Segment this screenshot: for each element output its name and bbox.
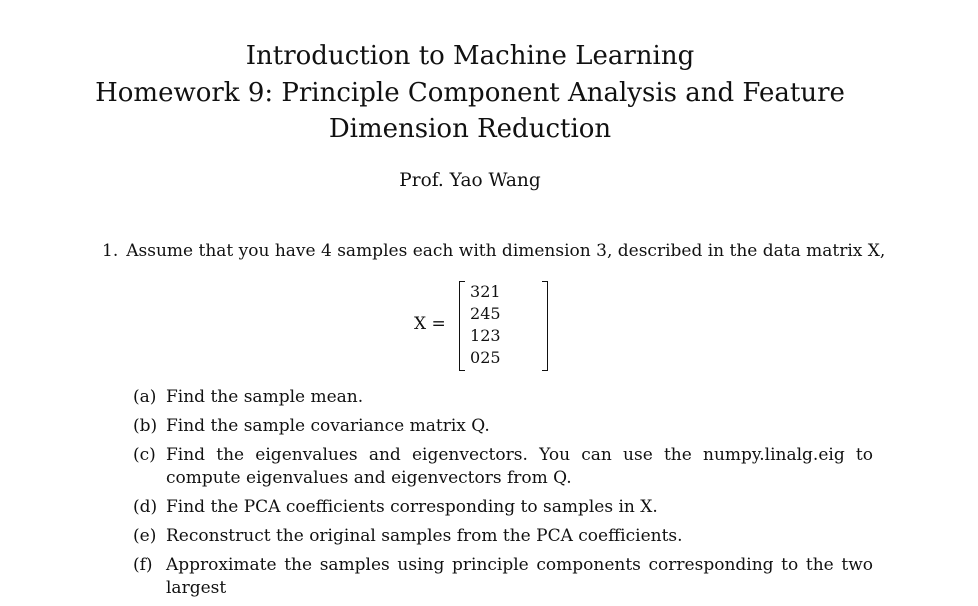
matrix-row <box>470 281 501 303</box>
matrix-cell: 0 <box>470 348 481 367</box>
matrix-cell: 4 <box>480 304 491 323</box>
part-label: (e) <box>133 526 157 546</box>
part-text: Reconstruct the original samples from the PCA coefficients. <box>166 526 683 546</box>
matrix-row <box>470 303 501 325</box>
problem-part <box>133 415 873 438</box>
matrix-label: X = <box>414 314 446 334</box>
problem-part <box>133 496 873 519</box>
matrix-cell: 3 <box>490 326 501 345</box>
title-line-2: Homework 9: Principle Component Analysis and Feature <box>95 77 845 108</box>
matrix-row <box>470 347 501 369</box>
title-line-3: Dimension Reduction <box>328 114 612 144</box>
problem-part <box>133 444 873 490</box>
problem-part <box>133 525 873 548</box>
matrix-cell: 1 <box>470 326 481 345</box>
problem-part <box>133 386 873 409</box>
part-label: (a) <box>133 387 157 407</box>
part-text: Find the sample mean. <box>166 387 364 407</box>
part-label: (b) <box>133 416 158 436</box>
matrix-cell: 2 <box>470 304 481 323</box>
title-block <box>0 38 940 148</box>
author: Prof. Yao Wang <box>399 170 541 191</box>
problem-statement <box>102 241 885 261</box>
part-text: Approximate the samples using principle components corresponding to the two largest <box>166 555 873 598</box>
matrix-left-bracket <box>459 281 465 371</box>
matrix-table <box>470 281 501 369</box>
problem-part <box>133 554 873 600</box>
matrix-cell: 2 <box>480 326 491 345</box>
problem-number: 1. <box>102 241 119 261</box>
part-text: Find the PCA coefficients corresponding to samples in X. <box>166 497 658 517</box>
matrix-right-bracket <box>542 281 548 371</box>
title-line-1: Introduction to Machine Learning <box>245 41 695 71</box>
part-text: Find the eigenvalues and eigenvectors. You can use the numpy.linalg.eig to compute eigenvalues and eigenvectors from Q. <box>166 445 873 488</box>
problem-parts <box>133 386 873 606</box>
problem-intro: Assume that you have 4 samples each with dimension 3, described in the data matrix X, <box>126 241 886 261</box>
part-label: (f) <box>133 555 153 575</box>
matrix-cell: 5 <box>490 304 501 323</box>
matrix-cell: 3 <box>470 282 481 301</box>
part-label: (d) <box>133 497 158 517</box>
matrix-cell: 1 <box>490 282 501 301</box>
matrix-cell: 5 <box>490 348 501 367</box>
matrix-cell: 2 <box>480 282 491 301</box>
matrix-cell: 2 <box>480 348 491 367</box>
part-label: (c) <box>133 445 156 465</box>
matrix-row <box>470 325 501 347</box>
part-text: Find the sample covariance matrix Q. <box>166 416 490 436</box>
